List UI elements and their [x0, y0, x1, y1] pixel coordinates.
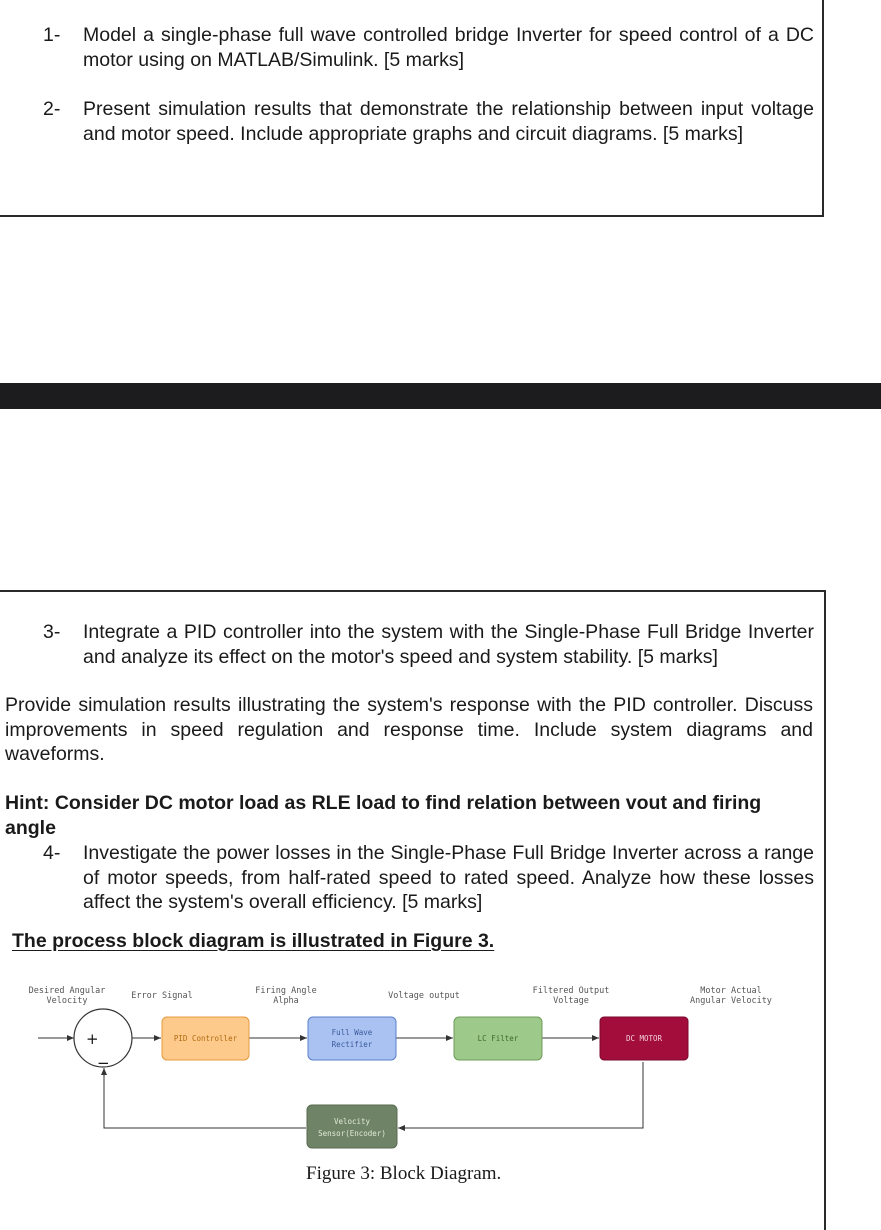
question-4-text: Investigate the power losses in the Single-Phase Full Bridge Inverter across a range of motor speeds, from half-rated speed to rated speed. Analyze how these losses affect the system's overall efficiency. [5 marks]: [83, 842, 814, 913]
rectifier-block: [308, 1017, 396, 1060]
minus-sign: −: [97, 1054, 110, 1072]
question-2-text: Present simulation results that demonstrate the relationship between input voltage and motor speed. Include appropriate graphs and circuit diagrams. [5 marks]: [83, 98, 814, 145]
question-3-number: 3-: [43, 621, 61, 643]
pid-label: PID Controller: [173, 1034, 238, 1043]
divider-bar: [0, 383, 881, 409]
dc-motor-label: DC MOTOR: [625, 1034, 663, 1043]
rectifier-label-2: Rectifier: [331, 1040, 373, 1049]
sensor-label-2: Sensor(Encoder): [318, 1129, 386, 1138]
label-voltage-output: Voltage output: [388, 991, 460, 1001]
figure-heading: The process block diagram is illustrated in Figure 3.: [12, 930, 495, 952]
question-4-number: 4-: [43, 842, 61, 864]
label-actual-1: Motor Actual: [700, 986, 762, 996]
plus-sign: +: [86, 1030, 99, 1048]
question-2-number: 2-: [43, 98, 61, 120]
lc-filter-label: LC Filter: [477, 1034, 519, 1043]
block-diagram: [0, 975, 881, 1155]
label-desired-1: Desired Angular: [28, 986, 106, 996]
label-desired-2: Velocity: [46, 996, 88, 1006]
question-3-text: Integrate a PID controller into the system with the Single-Phase Full Bridge Inverter and analyze its effect on the motor's speed and system stability. [5 marks]: [83, 621, 814, 668]
hint-text: Hint: Consider DC motor load as RLE load to find relation between vout and firing angle: [5, 792, 762, 839]
label-filtered-1: Filtered Output: [532, 986, 610, 996]
sensor-label-1: Velocity: [333, 1117, 371, 1126]
feedback-arrow-to-summer: [104, 1068, 306, 1128]
label-firing-2: Alpha: [273, 996, 299, 1006]
rectifier-label-1: Full Wave: [331, 1028, 373, 1037]
question-3-paragraph: Provide simulation results illustrating the system's response with the PID controller. Discuss improvements in speed regulation and response time. Include system diagrams and waveforms.: [5, 694, 813, 765]
figure-caption: Figure 3: Block Diagram.: [306, 1163, 502, 1184]
label-firing-1: Firing Angle: [255, 986, 317, 996]
question-1-text: Model a single-phase full wave controlled bridge Inverter for speed control of a DC motor using on MATLAB/Simulink. [5 marks]: [83, 24, 814, 71]
label-filtered-2: Voltage: [553, 996, 589, 1006]
label-error-signal: Error Signal: [131, 991, 193, 1001]
question-1-number: 1-: [43, 24, 61, 46]
feedback-arrow-to-sensor: [398, 1062, 643, 1128]
label-actual-2: Angular Velocity: [690, 996, 772, 1006]
velocity-sensor-block: [307, 1105, 397, 1148]
